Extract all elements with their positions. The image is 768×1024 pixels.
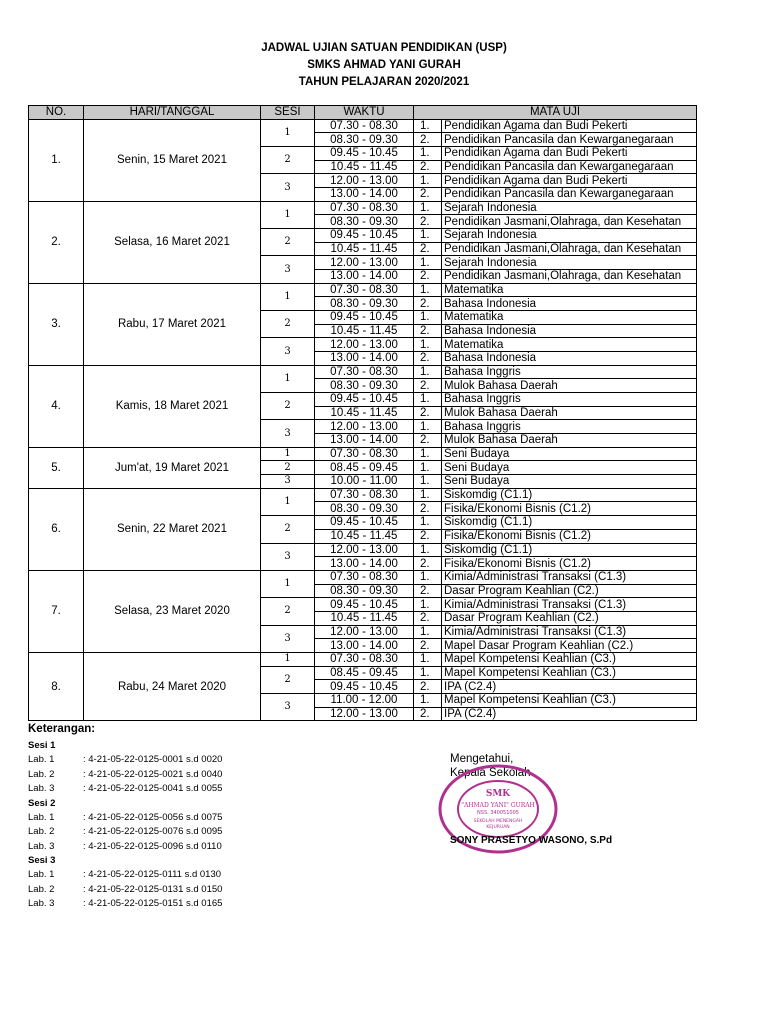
stamp-text-name: "AHMAD YANI" GURAH	[461, 802, 535, 809]
exam-schedule-table	[28, 105, 697, 721]
cell-subject-number: 1.	[414, 201, 442, 215]
notes-session-heading: Sesi 2	[28, 797, 56, 809]
col-header-session: SESI	[261, 106, 315, 120]
cell-subject-number: 2.	[414, 242, 442, 256]
cell-subject-number: 1.	[414, 174, 442, 188]
cell-session: 3	[261, 475, 315, 489]
table-row	[29, 570, 697, 584]
cell-time: 08.30 - 09.30	[315, 502, 414, 516]
cell-subject-number: 2.	[414, 160, 442, 174]
cell-subject: Seni Budaya	[442, 447, 697, 461]
cell-subject-number: 2.	[414, 584, 442, 598]
cell-subject: IPA (C2.4)	[442, 707, 697, 721]
cell-subject-number: 2.	[414, 639, 442, 653]
cell-time: 08.45 - 09.45	[315, 461, 414, 475]
notes-lab-row	[28, 897, 222, 912]
cell-time: 07.30 - 08.30	[315, 283, 414, 297]
cell-time: 08.30 - 09.30	[315, 133, 414, 147]
cell-subject-number: 2.	[414, 529, 442, 543]
cell-subject: Siskomdig (C1.1)	[442, 543, 697, 557]
cell-time: 10.45 - 11.45	[315, 611, 414, 625]
cell-subject: Pendidikan Pancasila dan Kewarganegaraan	[442, 188, 697, 202]
cell-subject: Seni Budaya	[442, 461, 697, 475]
cell-subject-number: 1.	[414, 693, 442, 707]
table-body	[29, 119, 697, 721]
cell-subject: Fisika/Ekonomi Bisnis (C1.2)	[442, 557, 697, 571]
cell-subject-number: 1.	[414, 311, 442, 325]
lab-name: Lab. 2	[28, 768, 55, 780]
cell-no: 5.	[29, 447, 84, 488]
cell-subject: Dasar Program Keahlian (C2.)	[442, 611, 697, 625]
cell-subject: Pendidikan Jasmani,Olahraga, dan Kesehatan	[442, 215, 697, 229]
cell-subject: Kimia/Administrasi Transaksi (C1.3)	[442, 625, 697, 639]
cell-time: 13.00 - 14.00	[315, 352, 414, 366]
cell-subject-number: 1.	[414, 625, 442, 639]
col-header-day-date: HARI/TANGGAL	[84, 106, 261, 120]
cell-time: 12.00 - 13.00	[315, 543, 414, 557]
cell-session: 1	[261, 488, 315, 515]
cell-session: 1	[261, 652, 315, 666]
notes-lab-row	[28, 883, 222, 898]
cell-time: 13.00 - 14.00	[315, 557, 414, 571]
cell-time: 10.45 - 11.45	[315, 242, 414, 256]
cell-subject-number: 1.	[414, 570, 442, 584]
cell-subject-number: 2.	[414, 379, 442, 393]
cell-subject-number: 1.	[414, 543, 442, 557]
table-row	[29, 283, 697, 297]
signer-name: SONY PRASETYO WASONO, S.Pd	[450, 835, 613, 846]
lab-range: : 4-21-05-22-0125-0021 s.d 0040	[83, 768, 223, 780]
cell-no: 1.	[29, 119, 84, 201]
table-row	[29, 447, 697, 461]
cell-subject: Pendidikan Agama dan Budi Pekerti	[442, 174, 697, 188]
lab-name: Lab. 3	[28, 840, 55, 852]
lab-range: : 4-21-05-22-0125-0151 s.d 0165	[83, 898, 223, 909]
cell-time: 11.00 - 12.00	[315, 693, 414, 707]
lab-range: : 4-21-05-22-0125-0056 s.d 0075	[83, 811, 223, 823]
cell-time: 08.30 - 09.30	[315, 297, 414, 311]
cell-session: 3	[261, 625, 315, 652]
cell-subject: Matematika	[442, 283, 697, 297]
cell-subject-number: 1.	[414, 420, 442, 434]
cell-time: 08.30 - 09.30	[315, 584, 414, 598]
cell-time: 08.30 - 09.30	[315, 379, 414, 393]
cell-session: 1	[261, 283, 315, 310]
cell-subject: Siskomdig (C1.1)	[442, 516, 697, 530]
cell-day-date: Jum'at, 19 Maret 2021	[84, 447, 261, 488]
cell-subject-number: 1.	[414, 447, 442, 461]
cell-subject-number: 1.	[414, 393, 442, 407]
cell-session: 3	[261, 693, 315, 720]
cell-subject-number: 2.	[414, 324, 442, 338]
cell-subject-number: 2.	[414, 707, 442, 721]
cell-session: 2	[261, 393, 315, 420]
lab-range: : 4-21-05-22-0125-0076 s.d 0095	[83, 826, 223, 837]
cell-day-date: Rabu, 17 Maret 2021	[84, 283, 261, 365]
cell-subject: Bahasa Indonesia	[442, 352, 697, 366]
cell-subject: Kimia/Administrasi Transaksi (C1.3)	[442, 570, 697, 584]
lab-name: Lab. 1	[28, 811, 55, 823]
cell-time: 07.30 - 08.30	[315, 119, 414, 133]
cell-subject: Bahasa Inggris	[442, 365, 697, 379]
cell-time: 09.45 - 10.45	[315, 516, 414, 530]
col-header-subject: MATA UJI	[414, 106, 697, 120]
cell-subject: Matematika	[442, 338, 697, 352]
cell-subject: Dasar Program Keahlian (C2.)	[442, 584, 697, 598]
cell-subject-number: 1.	[414, 652, 442, 666]
cell-subject-number: 1.	[414, 283, 442, 297]
header-school: SMKS AHMAD YANI GURAH	[307, 59, 461, 71]
cell-subject-number: 1.	[414, 598, 442, 612]
lab-name: Lab. 3	[28, 898, 55, 909]
cell-time: 10.45 - 11.45	[315, 529, 414, 543]
cell-time: 12.00 - 13.00	[315, 338, 414, 352]
signature-line-2: Kepala Sekolah	[450, 767, 531, 779]
cell-time: 12.00 - 13.00	[315, 174, 414, 188]
cell-subject: Sejarah Indonesia	[442, 229, 697, 243]
cell-subject-number: 2.	[414, 611, 442, 625]
lab-name: Lab. 2	[28, 826, 55, 837]
cell-subject-number: 2.	[414, 188, 442, 202]
cell-subject: Bahasa Indonesia	[442, 324, 697, 338]
lab-range: : 4-21-05-22-0125-0041 s.d 0055	[83, 783, 223, 794]
lab-range: : 4-21-05-22-0125-0131 s.d 0150	[83, 883, 223, 895]
cell-time: 09.45 - 10.45	[315, 680, 414, 694]
cell-time: 08.30 - 09.30	[315, 215, 414, 229]
cell-time: 13.00 - 14.00	[315, 639, 414, 653]
header-year: TAHUN PELAJARAN 2020/2021	[298, 76, 470, 88]
cell-subject: Matematika	[442, 311, 697, 325]
table-row	[29, 201, 697, 215]
cell-subject: Sejarah Indonesia	[442, 201, 697, 215]
cell-time: 07.30 - 08.30	[315, 447, 414, 461]
cell-no: 3.	[29, 283, 84, 365]
cell-session: 2	[261, 147, 315, 174]
cell-subject-number: 2.	[414, 215, 442, 229]
lab-name: Lab. 1	[28, 754, 55, 765]
cell-subject: Mapel Dasar Program Keahlian (C2.)	[442, 639, 697, 653]
cell-subject-number: 2.	[414, 133, 442, 147]
table-header-row	[29, 106, 697, 120]
cell-subject-number: 1.	[414, 365, 442, 379]
cell-subject: Pendidikan Agama dan Budi Pekerti	[442, 147, 697, 161]
cell-session: 2	[261, 666, 315, 693]
cell-subject-number: 1.	[414, 516, 442, 530]
cell-time: 07.30 - 08.30	[315, 488, 414, 502]
cell-session: 3	[261, 338, 315, 365]
cell-time: 09.45 - 10.45	[315, 393, 414, 407]
cell-subject: IPA (C2.4)	[442, 680, 697, 694]
cell-day-date: Senin, 22 Maret 2021	[84, 488, 261, 570]
cell-time: 13.00 - 14.00	[315, 434, 414, 448]
cell-time: 08.45 - 09.45	[315, 666, 414, 680]
cell-time: 13.00 - 14.00	[315, 188, 414, 202]
notes-lab-row	[28, 868, 222, 883]
cell-subject: Fisika/Ekonomi Bisnis (C1.2)	[442, 529, 697, 543]
notes-lab-row	[28, 840, 222, 855]
notes-session-heading: Sesi 1	[28, 740, 56, 751]
cell-subject-number: 2.	[414, 406, 442, 420]
cell-time: 10.45 - 11.45	[315, 406, 414, 420]
cell-time: 07.30 - 08.30	[315, 201, 414, 215]
notes-session-heading: Sesi 3	[28, 855, 56, 866]
cell-subject-number: 1.	[414, 256, 442, 270]
notes-title: Keterangan:	[28, 723, 96, 735]
cell-subject: Pendidikan Pancasila dan Kewarganegaraan	[442, 160, 697, 174]
cell-subject: Siskomdig (C1.1)	[442, 488, 697, 502]
cell-session: 1	[261, 365, 315, 392]
cell-subject-number: 2.	[414, 352, 442, 366]
cell-no: 2.	[29, 201, 84, 283]
cell-subject-number: 1.	[414, 338, 442, 352]
cell-subject-number: 2.	[414, 297, 442, 311]
cell-time: 10.45 - 11.45	[315, 324, 414, 338]
cell-no: 7.	[29, 570, 84, 652]
cell-time: 13.00 - 14.00	[315, 270, 414, 284]
signature-line-1: Mengetahui,	[450, 753, 514, 765]
cell-time: 10.00 - 11.00	[315, 475, 414, 489]
lab-name: Lab. 1	[28, 869, 55, 880]
lab-range: : 4-21-05-22-0125-0096 s.d 0110	[83, 840, 222, 852]
cell-time: 09.45 - 10.45	[315, 598, 414, 612]
cell-session: 3	[261, 256, 315, 283]
cell-session: 1	[261, 570, 315, 597]
cell-subject: Pendidikan Jasmani,Olahraga, dan Kesehatan	[442, 270, 697, 284]
stamp-text-nss: NSS. 340051005	[477, 810, 519, 816]
cell-subject-number: 1.	[414, 666, 442, 680]
cell-session: 2	[261, 598, 315, 625]
cell-time: 12.00 - 13.00	[315, 625, 414, 639]
cell-time: 09.45 - 10.45	[315, 147, 414, 161]
cell-subject: Mulok Bahasa Daerah	[442, 379, 697, 393]
stamp-text-bottom-2: KEJURUAN	[486, 825, 510, 830]
cell-subject-number: 1.	[414, 475, 442, 489]
stamp-text-bottom-1: SEKOLAH MENENGAH	[473, 819, 523, 824]
cell-subject: Kimia/Administrasi Transaksi (C1.3)	[442, 598, 697, 612]
cell-time: 07.30 - 08.30	[315, 570, 414, 584]
cell-time: 12.00 - 13.00	[315, 707, 414, 721]
cell-subject: Fisika/Ekonomi Bisnis (C1.2)	[442, 502, 697, 516]
cell-subject: Bahasa Inggris	[442, 420, 697, 434]
notes-lab-row	[28, 811, 222, 826]
cell-subject: Pendidikan Jasmani,Olahraga, dan Kesehatan	[442, 242, 697, 256]
lab-range: : 4-21-05-22-0125-0001 s.d 0020	[83, 754, 223, 765]
notes-groups	[28, 739, 222, 912]
cell-subject-number: 1.	[414, 461, 442, 475]
cell-session: 2	[261, 516, 315, 543]
table-row	[29, 652, 697, 666]
cell-subject: Mapel Kompetensi Keahlian (C3.)	[442, 666, 697, 680]
cell-day-date: Selasa, 23 Maret 2020	[84, 570, 261, 652]
cell-time: 09.45 - 10.45	[315, 229, 414, 243]
cell-time: 07.30 - 08.30	[315, 365, 414, 379]
cell-time: 07.30 - 08.30	[315, 652, 414, 666]
header-title: JADWAL UJIAN SATUAN PENDIDIKAN (USP)	[261, 42, 507, 54]
cell-session: 2	[261, 461, 315, 475]
cell-day-date: Rabu, 24 Maret 2020	[84, 652, 261, 720]
cell-session: 1	[261, 447, 315, 461]
cell-session: 1	[261, 201, 315, 228]
table-row	[29, 488, 697, 502]
table-row	[29, 365, 697, 379]
cell-subject: Seni Budaya	[442, 475, 697, 489]
cell-session: 2	[261, 229, 315, 256]
document-header	[0, 40, 768, 91]
notes-lab-row	[28, 782, 222, 797]
cell-time: 12.00 - 13.00	[315, 256, 414, 270]
cell-subject-number: 2.	[414, 502, 442, 516]
lab-name: Lab. 3	[28, 783, 55, 794]
cell-subject-number: 2.	[414, 270, 442, 284]
table-row	[29, 119, 697, 133]
cell-time: 12.00 - 13.00	[315, 420, 414, 434]
cell-no: 6.	[29, 488, 84, 570]
cell-subject: Mulok Bahasa Daerah	[442, 434, 697, 448]
cell-time: 09.45 - 10.45	[315, 311, 414, 325]
notes-lab-row	[28, 768, 222, 783]
lab-range: : 4-21-05-22-0125-0111 s.d 0130	[83, 869, 222, 880]
cell-subject: Sejarah Indonesia	[442, 256, 697, 270]
cell-session: 1	[261, 119, 315, 146]
cell-subject: Pendidikan Pancasila dan Kewarganegaraan	[442, 133, 697, 147]
cell-subject: Mapel Kompetensi Keahlian (C3.)	[442, 652, 697, 666]
cell-subject-number: 1.	[414, 488, 442, 502]
cell-subject: Mapel Kompetensi Keahlian (C3.)	[442, 693, 697, 707]
lab-name: Lab. 2	[28, 883, 55, 895]
cell-time: 10.45 - 11.45	[315, 160, 414, 174]
cell-session: 3	[261, 543, 315, 570]
cell-subject-number: 1.	[414, 119, 442, 133]
cell-subject-number: 2.	[414, 434, 442, 448]
cell-day-date: Selasa, 16 Maret 2021	[84, 201, 261, 283]
cell-subject: Mulok Bahasa Daerah	[442, 406, 697, 420]
cell-subject-number: 2.	[414, 680, 442, 694]
notes-section	[28, 723, 222, 912]
cell-session: 2	[261, 311, 315, 338]
col-header-time: WAKTU	[315, 106, 414, 120]
cell-session: 3	[261, 420, 315, 447]
cell-subject: Pendidikan Agama dan Budi Pekerti	[442, 119, 697, 133]
notes-lab-row	[28, 825, 222, 840]
cell-subject-number: 1.	[414, 229, 442, 243]
stamp-text-smk: SMK	[485, 789, 511, 799]
notes-lab-row	[28, 753, 222, 768]
cell-no: 4.	[29, 365, 84, 447]
col-header-no: NO.	[29, 106, 84, 120]
cell-session: 3	[261, 174, 315, 201]
cell-subject-number: 2.	[414, 557, 442, 571]
cell-day-date: Kamis, 18 Maret 2021	[84, 365, 261, 447]
cell-subject-number: 1.	[414, 147, 442, 161]
cell-subject: Bahasa Indonesia	[442, 297, 697, 311]
cell-no: 8.	[29, 652, 84, 720]
cell-day-date: Senin, 15 Maret 2021	[84, 119, 261, 201]
cell-subject: Bahasa Inggris	[442, 393, 697, 407]
